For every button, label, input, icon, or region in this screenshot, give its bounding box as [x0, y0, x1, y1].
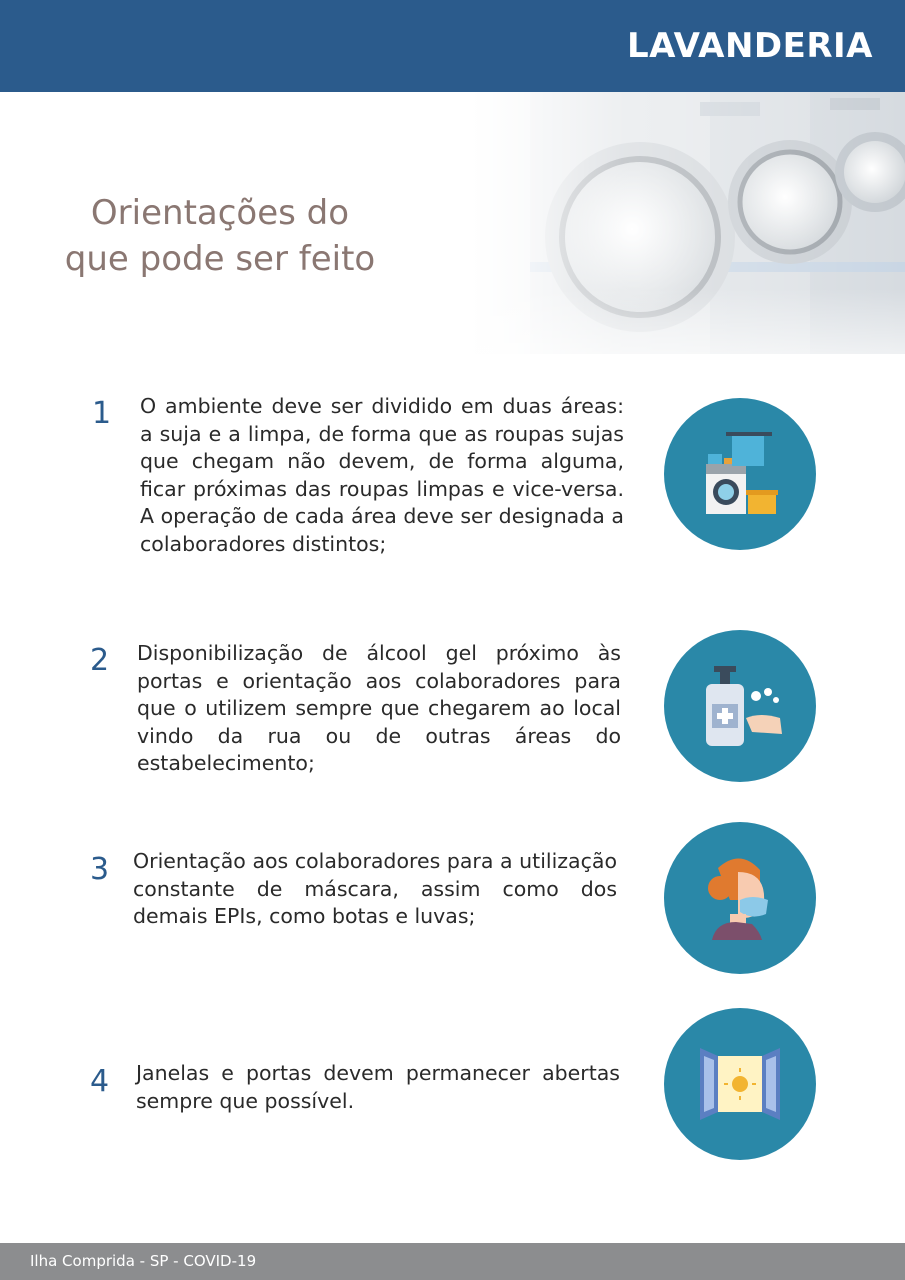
header-bar	[0, 0, 905, 92]
page-title-line-1: Orientações do	[90, 193, 350, 233]
item-number-3: 3	[90, 852, 110, 887]
item-text-1: O ambiente deve ser dividido em duas áreas: a suja e a limpa, de forma que as roupas sujas que chegam não devem, de forma alguma, ficar próximas das roupas limpas e vice-versa. A operação de cada área deve ser designada a colaboradores distintos;	[140, 394, 624, 556]
header-title: LAVANDERIA	[626, 26, 873, 66]
item-text-3: Orientação aos colaboradores para a utilização constante de máscara, assim como dos demais EPIs, como botas e luvas;	[133, 849, 617, 928]
page-title-line-2: que pode ser feito	[64, 239, 376, 279]
hand-sanitizer-icon	[690, 656, 790, 756]
item-icon-circle-1	[664, 398, 816, 550]
page-title	[30, 190, 410, 282]
footer-text: Ilha Comprida - SP - COVID-19	[30, 1252, 257, 1270]
item-text-2: Disponibilização de álcool gel próximo às portas e orientação aos colaboradores para que o utilizem sempre que chegarem ao local vindo da rua ou de outras áreas do estabelecimento;	[137, 641, 621, 775]
item-number-2: 2	[90, 643, 110, 678]
footer-bar	[0, 1243, 905, 1280]
open-window-icon	[690, 1034, 790, 1134]
face-mask-icon	[690, 848, 790, 948]
item-icon-circle-4	[664, 1008, 816, 1160]
item-text-4: Janelas e portas devem permanecer abertas sempre que possível.	[136, 1061, 620, 1113]
laundry-machines-photo	[470, 92, 905, 354]
item-number-4: 4	[90, 1064, 110, 1099]
laundry-machine-icon	[690, 424, 790, 524]
item-number-1: 1	[92, 396, 112, 431]
item-icon-circle-2	[664, 630, 816, 782]
item-icon-circle-3	[664, 822, 816, 974]
